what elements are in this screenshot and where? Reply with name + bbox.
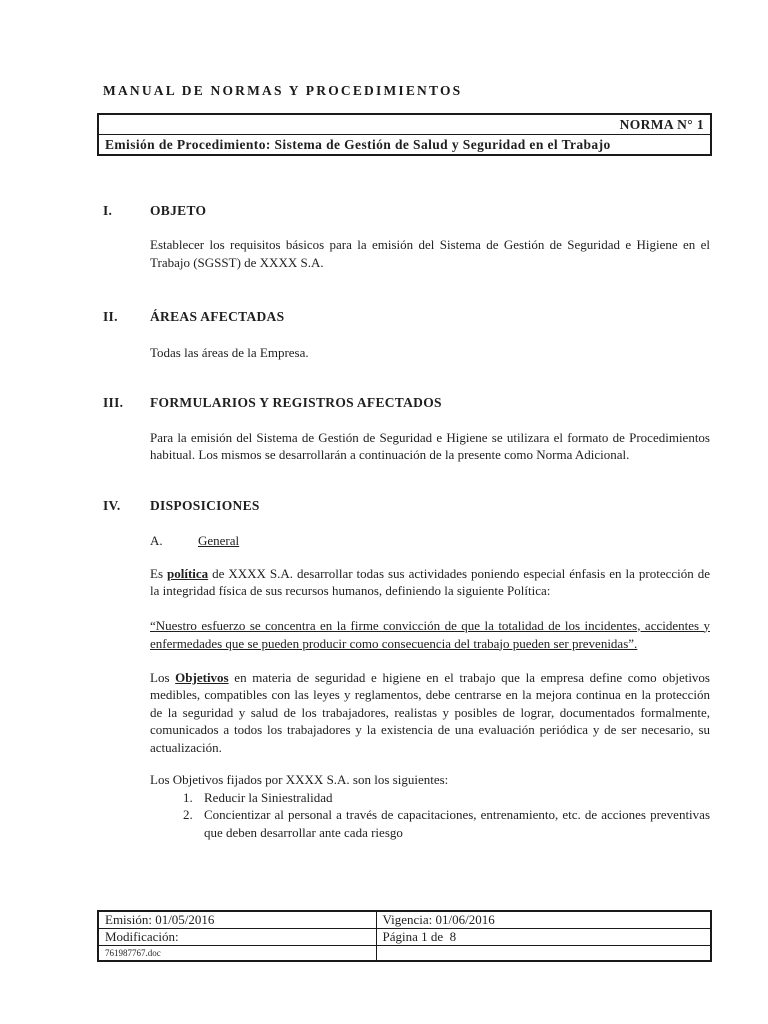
objetivos-lead: Los	[150, 669, 176, 685]
procedure-title-row	[98, 135, 711, 156]
objetivos-keyword: Objetivos	[175, 669, 229, 685]
politica-keyword: política	[166, 565, 209, 581]
section-heading-label: ÁREAS AFECTADAS	[150, 309, 285, 324]
subsection-a-general	[150, 532, 710, 549]
empty-cell	[376, 946, 711, 962]
norma-number-row	[98, 114, 711, 135]
pagina-cell: Página 1 de 8	[376, 929, 711, 946]
footer-row-filename	[98, 946, 711, 962]
section-areas-body: Todas las áreas de la Empresa.	[150, 345, 309, 360]
footer-row-modification	[98, 929, 711, 946]
objetivos-intro: Los Objetivos fijados por XXXX S.A. son los siguientes:	[150, 772, 449, 787]
section-objeto-heading	[103, 203, 710, 219]
politica-rest: de XXXX S.A. desarrollar todas sus actividades poniendo especial énfasis en la protección de la integridad física de sus recursos humanos, definiendo la siguiente Política:	[150, 565, 711, 598]
section-formularios-heading	[103, 395, 710, 411]
objetivos-paragraph	[150, 669, 710, 757]
list-item-text: Reducir la Siniestralidad	[204, 789, 333, 805]
vigencia-cell: Vigencia: 01/06/2016	[376, 911, 711, 929]
modificacion-cell: Modificación:	[98, 929, 376, 946]
section-numeral: II.	[103, 309, 118, 324]
emision-cell: Emisión: 01/05/2016	[98, 911, 376, 929]
section-numeral: I.	[103, 203, 113, 218]
footer-row-dates	[98, 911, 711, 929]
footer-control-table	[97, 910, 712, 962]
list-item-text: Concientizar al personal a través de capacitaciones, entrenamiento, etc. de acciones preventivas que deben desarrollar ante cada riesgo	[204, 807, 710, 840]
section-disposiciones-heading	[103, 498, 710, 514]
politica-lead: Es	[150, 565, 167, 581]
section-objeto-body: Establecer los requisitos básicos para la emisión del Sistema de Gestión de Seguridad e Higiene en el Trabajo (SGSST) de XXXX S.A.	[150, 237, 710, 270]
section-heading-label: FORMULARIOS Y REGISTROS AFECTADOS	[150, 394, 442, 410]
objetivo-list-item	[183, 806, 710, 841]
section-heading-label: OBJETO	[150, 203, 207, 218]
objetivo-list-item	[183, 789, 710, 807]
document-title: MANUAL DE NORMAS Y PROCEDIMIENTOS	[103, 83, 463, 98]
procedure-title-cell: Emisión de Procedimiento: Sistema de Gestión de Salud y Seguridad en el Trabajo	[98, 135, 711, 156]
section-numeral: IV.	[103, 497, 121, 513]
section-formularios-body: Para la emisión del Sistema de Gestión de Seguridad e Higiene se utilizara el formato de Procedimientos habitual. Los mismos se desarrollarán a continuación de la presente como Norma Adicional.	[150, 429, 710, 462]
subsection-title: General	[198, 532, 240, 548]
politica-paragraph	[150, 565, 710, 600]
list-item-number: 1.	[183, 789, 193, 805]
norma-number-cell: NORMA N° 1	[98, 114, 711, 135]
objetivos-rest: en materia de seguridad e higiene en el trabajo que la empresa define como objetivos medibles, compatibles con las leyes y reglamentos, debe centrarse en la mejora continua en la protección de la seguridad y salud de los trabajadores, realistas y posibles de lograr, documentados formalmente, comunicados a todos los trabajadores y la existencia de una evaluación periódica y de ser necesario, su actualización.	[150, 669, 710, 755]
politica-quote: “Nuestro esfuerzo se concentra en la firme convicción de que la totalidad de los incidentes, accidentes y enfermedades que se pueden producir como consecuencia del trabajo pueden ser prevenidas”.	[150, 617, 710, 651]
section-areas-heading	[103, 309, 710, 325]
filename-cell: 761987767.doc	[98, 946, 376, 962]
norma-header-table	[97, 113, 712, 156]
section-numeral: III.	[103, 394, 124, 410]
section-heading-label: DISPOSICIONES	[150, 497, 260, 513]
subsection-letter: A.	[150, 532, 163, 548]
list-item-number: 2.	[183, 807, 193, 822]
